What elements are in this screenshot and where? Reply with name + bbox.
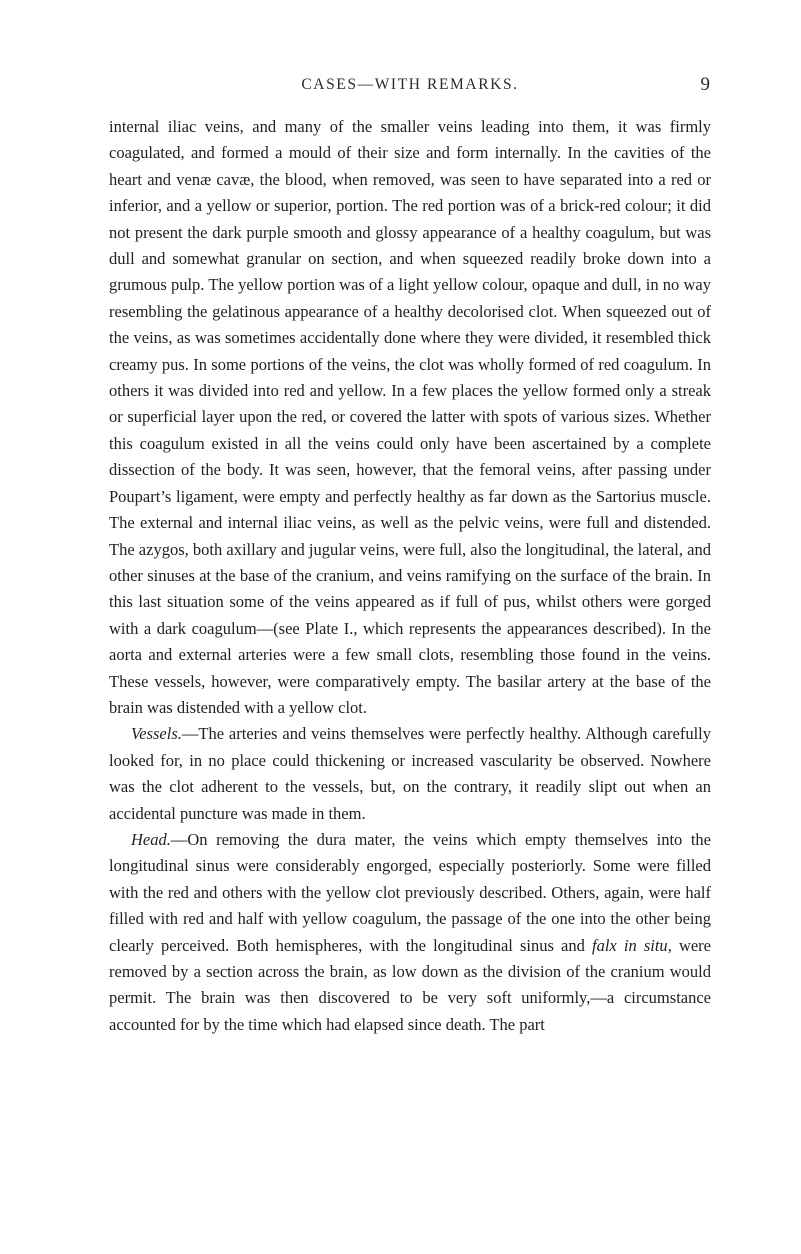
paragraph-text: internal iliac veins, and many of the smaller veins leading into them, it was firmly coagulated, and formed a mould of their size and form internally. In the cavities of the heart and venæ cavæ, the blood, when removed, was seen to have separated into a red or inferior, and a yellow or superior, portion. The red portion was of a brick-red colour; it did not present the dark purple smooth and glossy appearance of a healthy coagulum, but was dull and somewhat granular on section, and when squeezed readily broke down into a grumous pulp. The yellow portion was of a light yellow colour, opaque and dull, in no way resembling the gelatinous appearance of a healthy decolorised clot. When squeezed out of the veins, as was sometimes accidentally done where they were divided, it resembled thick creamy pus. In some portions of the veins, the clot was wholly formed of red coagulum. In others it was divided into red and yellow. In a few places the yellow formed only a streak or superficial layer upon the red, or covered the latter with spots of various sizes. Whether this coagulum existed in all the veins could only have been ascertained by a complete dissection of the body. It was seen, however, that the femoral veins, after passing under Poupart’s ligament, were empty and perfectly healthy as far down as the Sartorius muscle. The external and internal iliac veins, as well as the pelvic veins, were full and distended. The azygos, both axillary and jugular veins, were full, also the longitudinal, the lateral, and other sinuses at the base of the cranium, and veins ramifying on the surface of the brain. In this last situation some of the veins appeared as if full of pus, whilst others were gorged with a dark coagulum—(see Plate I., which represents the appearances described). In the aorta and external arteries were a few small clots, resembling those found in the veins. These vessels, however, were comparatively empty. The basilar artery at the base of the brain was distended with a yellow clot. [109, 117, 711, 717]
running-head [110, 76, 710, 102]
running-title: CASES—WITH REMARKS. [301, 76, 519, 93]
section-heading-vessels: Vessels. [131, 724, 182, 744]
body-text [109, 114, 711, 1038]
page-number: 9 [700, 74, 710, 95]
paragraph-head [109, 827, 711, 1038]
section-heading-head: Head. [131, 829, 171, 849]
paragraph-blood-clot [109, 114, 711, 721]
paragraph-vessels [109, 721, 711, 827]
paragraph-text: , were removed by a section across the brain, as low down as the division of the cranium would permit. The brain was then discovered to be very soft uniformly,—a circumstance accounted for by the time which had elapsed since death. The part [109, 935, 712, 1034]
latin-phrase: falx in situ [592, 935, 668, 955]
paragraph-text: —On removing the dura mater, the veins which empty themselves into the longitudinal sinus were considerably engorged, especially posteriorly. Some were filled with the red and others with the yellow clot previously described. Others, again, were half filled with red and half with yellow coagulum, the passage of the one into the other being clearly perceived. Both hemispheres, with the longitudinal sinus and [109, 829, 711, 955]
paragraph-text: —The arteries and veins themselves were perfectly healthy. Although carefully looked for, in no place could thickening or increased vascularity be observed. Nowhere was the clot adherent to the vessels, but, on the contrary, it readily slipt out when an accidental puncture was made in them. [109, 724, 711, 823]
